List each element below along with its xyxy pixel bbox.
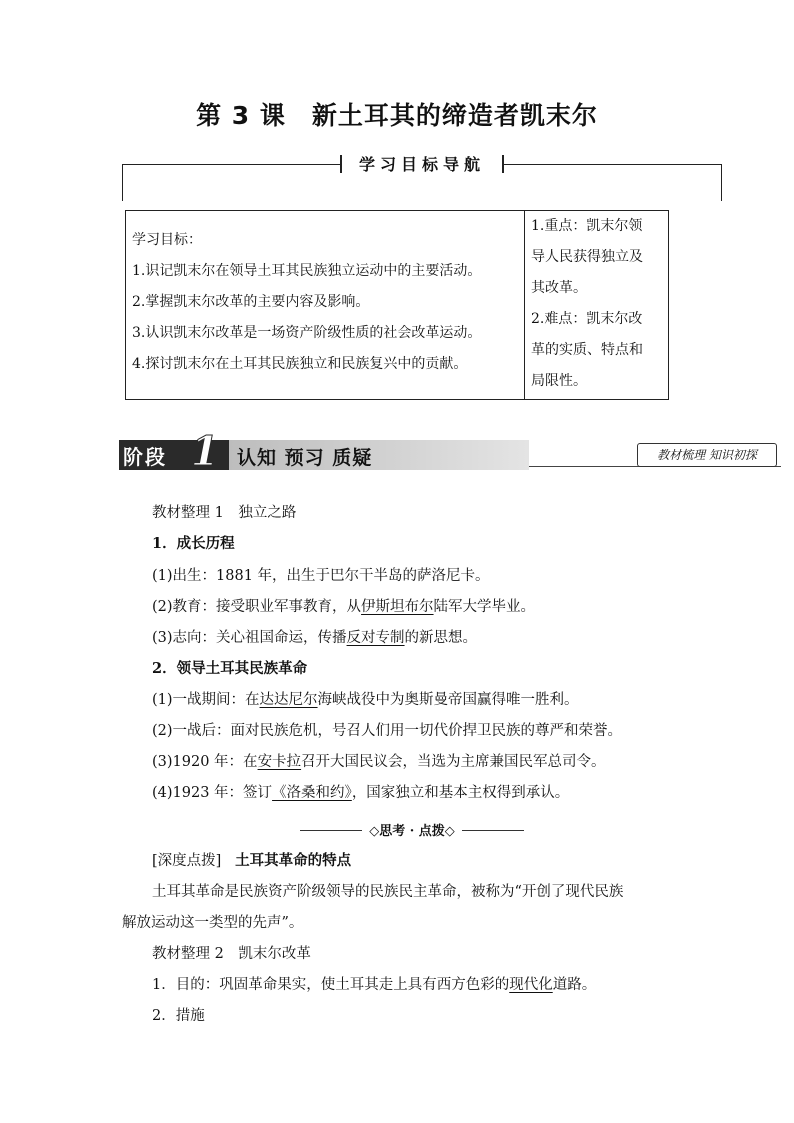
text-line: (3)志向：关心祖国命运，传播反对专制的新思想。 (152, 630, 478, 646)
keypoint-line: 局限性。 (531, 373, 587, 389)
text-line: 解放运动这一类型的先声”。 (122, 915, 304, 931)
lesson-number: 第 3 课 (196, 101, 286, 130)
objective-item: 1.识记凯末尔在领导土耳其民族独立运动中的主要活动。 (132, 263, 482, 279)
text-line: (3)1920 年：在安卡拉召开大国民议会，当选为主席兼国民军总司令。 (152, 754, 606, 770)
keypoint-line: 导人民获得独立及 (531, 249, 643, 265)
deep-point-tag: [深度点拨] (152, 853, 222, 869)
lesson-name: 新土耳其的缔造者凯末尔 (311, 101, 598, 130)
objectives-list (126, 211, 525, 399)
stage-title: 认知 预习 质疑 (237, 447, 373, 469)
keypoint-line: 革的实质、特点和 (531, 342, 643, 358)
deep-point-heading (152, 849, 351, 870)
stage-tag: 教材梳理 知识初探 (637, 443, 777, 467)
text-line: (1)出生：1881 年，出生于巴尔干半岛的萨洛尼卡。 (152, 568, 490, 584)
text-line: (4)1923 年：签订《洛桑和约》，国家独立和基本主权得到承认。 (152, 785, 570, 801)
underlined-term: 反对专制 (346, 630, 405, 646)
objective-item: 2.掌握凯末尔改革的主要内容及影响。 (132, 294, 370, 310)
page-title (0, 96, 794, 132)
objective-item: 3.认识凯末尔改革是一场资产阶级性质的社会改革运动。 (132, 325, 482, 341)
stage-number: 1 (191, 428, 219, 475)
section2-heading: 教材整理 2 凯末尔改革 (152, 946, 311, 962)
stage-label: 阶段 (123, 445, 167, 469)
keypoint-line: 1.重点：凯末尔领 (531, 218, 643, 234)
divider-label: ◇思考 · 点拨◇ (369, 824, 455, 839)
section1-sub2: 2．领导土耳其民族革命 (152, 660, 308, 677)
objectives-heading: 学习目标： (132, 232, 202, 248)
text-line: (1)一战期间：在达达尼尔海峡战役中为奥斯曼帝国赢得唯一胜利。 (152, 692, 579, 708)
text-line: (2)一战后：面对民族危机，号召人们用一切代价捍卫民族的尊严和荣誉。 (152, 723, 623, 739)
objectives-table (125, 210, 669, 400)
section1-heading: 教材整理 1 独立之路 (152, 505, 297, 521)
section1-sub1: 1．成长历程 (152, 535, 235, 552)
text-line: 2．措施 (152, 1008, 205, 1024)
keypoint-line: 其改革。 (531, 280, 587, 296)
underlined-term: 伊斯坦布尔 (361, 599, 434, 615)
underlined-term: 安卡拉 (257, 754, 302, 770)
section-header-label: 学习目标导航 (358, 155, 485, 174)
underlined-term: 达达尼尔 (259, 692, 318, 708)
text-line: (2)教育：接受职业军事教育，从伊斯坦布尔陆军大学毕业。 (152, 599, 536, 615)
keypoints-cell (525, 211, 668, 399)
objective-item: 4.探讨凯末尔在土耳其民族独立和民族复兴中的贡献。 (132, 356, 468, 372)
think-divider (300, 823, 524, 837)
deep-point-title: 土耳其革命的特点 (235, 852, 352, 869)
stage-banner (119, 428, 781, 475)
section-header (122, 155, 722, 202)
text-line: 土耳其革命是民族资产阶级领导的民族民主革命，被称为“开创了现代民族 (152, 884, 624, 900)
text-line: 1．目的：巩固革命果实，使土耳其走上具有西方色彩的现代化道路。 (152, 977, 597, 993)
underlined-term: 《洛桑和约》 (272, 785, 352, 801)
underlined-term: 现代化 (509, 977, 553, 993)
keypoint-line: 2.难点：凯末尔改 (531, 311, 643, 327)
